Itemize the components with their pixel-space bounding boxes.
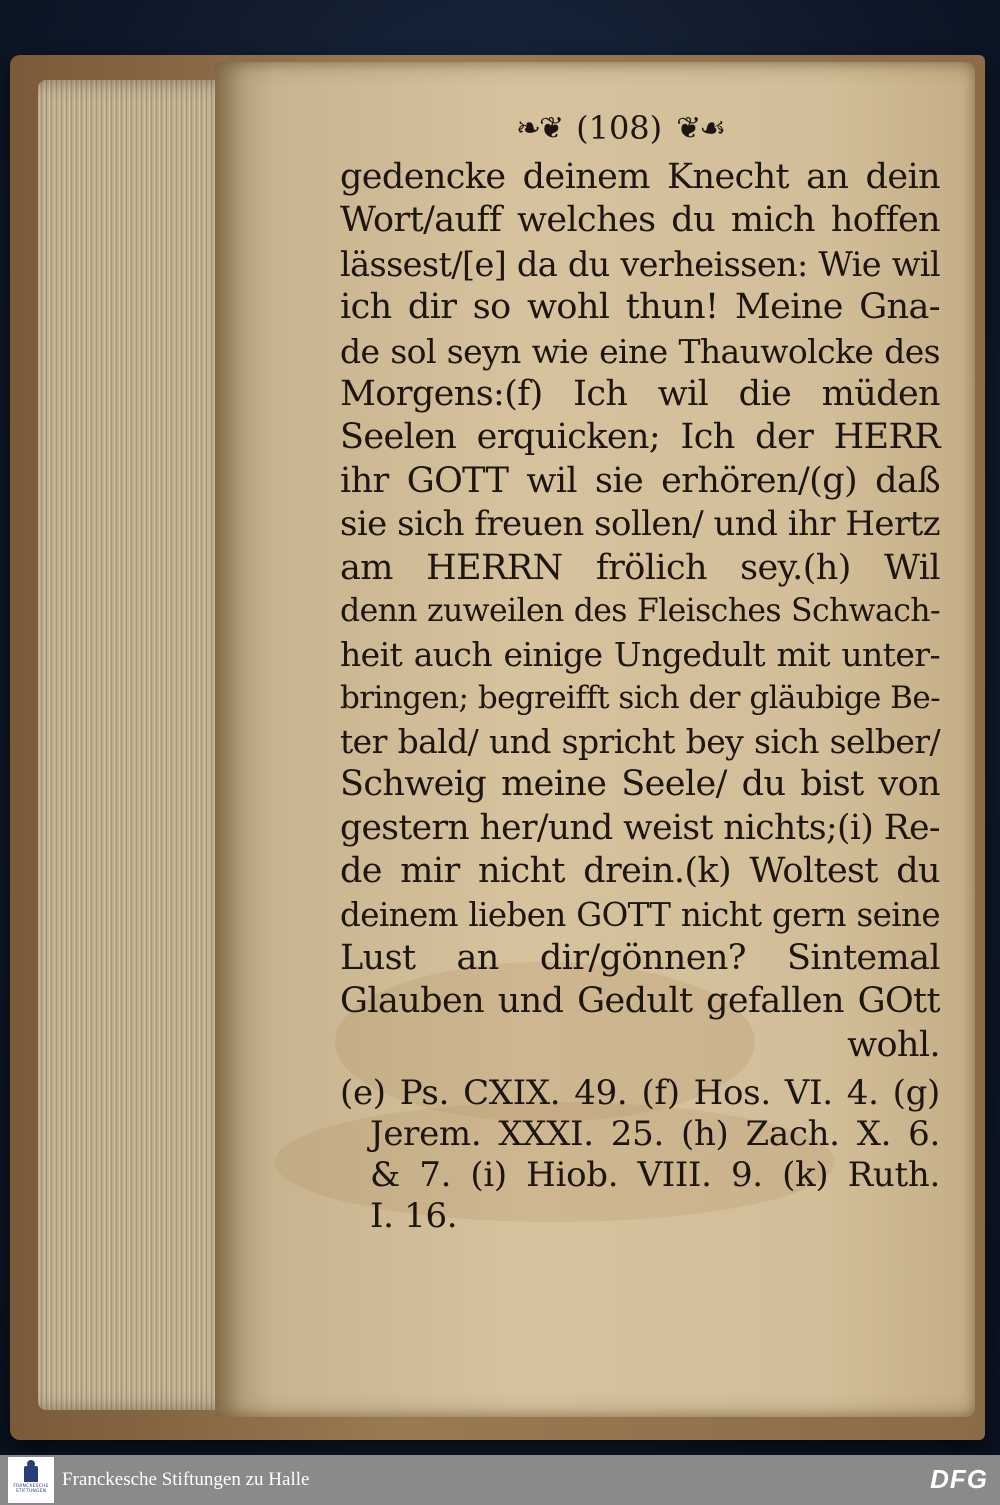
text-line: Seelen erquicken; Ich der HERR bbox=[340, 417, 940, 458]
institution-name[interactable]: Franckesche Stiftungen zu Halle bbox=[62, 1469, 310, 1490]
text-line: de mir nicht drein.(k) Woltest du bbox=[340, 851, 940, 892]
page-edges bbox=[38, 80, 238, 1410]
text-line: heit auch einige Ungedult mit unter- bbox=[340, 635, 940, 675]
ornament-left: ❧❦ bbox=[515, 110, 563, 146]
text-line: deinem lieben GOTT nicht gern seine bbox=[340, 895, 940, 934]
footnote-line: Jerem. XXXI. 25. (h) Zach. X. 6. bbox=[370, 1114, 940, 1155]
text-line: ich dir so wohl thun! Meine Gna- bbox=[340, 287, 940, 328]
text-line: Glauben und Gedult gefallen GOtt bbox=[340, 981, 940, 1022]
text-line: ihr GOTT wil sie erhören/(g) daß bbox=[340, 460, 940, 501]
footnote-line: & 7. (i) Hiob. VIII. 9. (k) Ruth. bbox=[370, 1155, 940, 1196]
body-text bbox=[340, 156, 940, 1067]
page-number: (108) bbox=[576, 109, 663, 147]
text-line: bringen; begreifft sich der gläubige Be- bbox=[340, 679, 940, 716]
viewer-footer bbox=[0, 1455, 1000, 1505]
text-line: de sol seyn wie eine Thauwolcke des bbox=[340, 331, 940, 371]
logo-caption: FRANCKESCHE STIFTUNGEN bbox=[13, 1484, 49, 1494]
text-line: lässest/[e] da du verheissen: Wie wil bbox=[340, 244, 940, 284]
footnotes bbox=[340, 1073, 940, 1237]
text-line: ter bald/ und spricht bey sich selber/ bbox=[340, 722, 940, 762]
text-line-last: wohl. bbox=[847, 1024, 940, 1065]
text-line: Lust an dir/gönnen? Sintemal bbox=[340, 938, 940, 979]
text-line: gestern her/und weist nichts;(i) Re- bbox=[340, 807, 940, 848]
text-line: Schweig meine Seele/ du bist von bbox=[340, 764, 940, 805]
page-text bbox=[340, 100, 940, 1237]
text-line: gedencke deinem Knecht an dein bbox=[340, 157, 940, 197]
footnote-line: I. 16. bbox=[370, 1196, 458, 1237]
institution-logo[interactable] bbox=[8, 1457, 54, 1503]
page-header bbox=[300, 100, 940, 156]
ornament-right: ❦☙ bbox=[676, 110, 725, 146]
text-line: am HERRN frölich sey.(h) Wil bbox=[340, 547, 940, 588]
orphan-statue-icon bbox=[24, 1466, 38, 1482]
footnote-line: (e) Ps. CXIX. 49. (f) Hos. VI. 4. (g) bbox=[340, 1073, 940, 1114]
text-line: sie sich freuen sollen/ und ihr Hertz bbox=[340, 504, 940, 545]
dfg-logo[interactable]: DFG bbox=[930, 1464, 988, 1494]
text-line: Wort/auff welches du mich hoffen bbox=[340, 200, 940, 241]
text-line: Morgens:(f) Ich wil die müden bbox=[340, 373, 940, 414]
text-line: denn zuweilen des Fleisches Schwach- bbox=[340, 592, 940, 629]
